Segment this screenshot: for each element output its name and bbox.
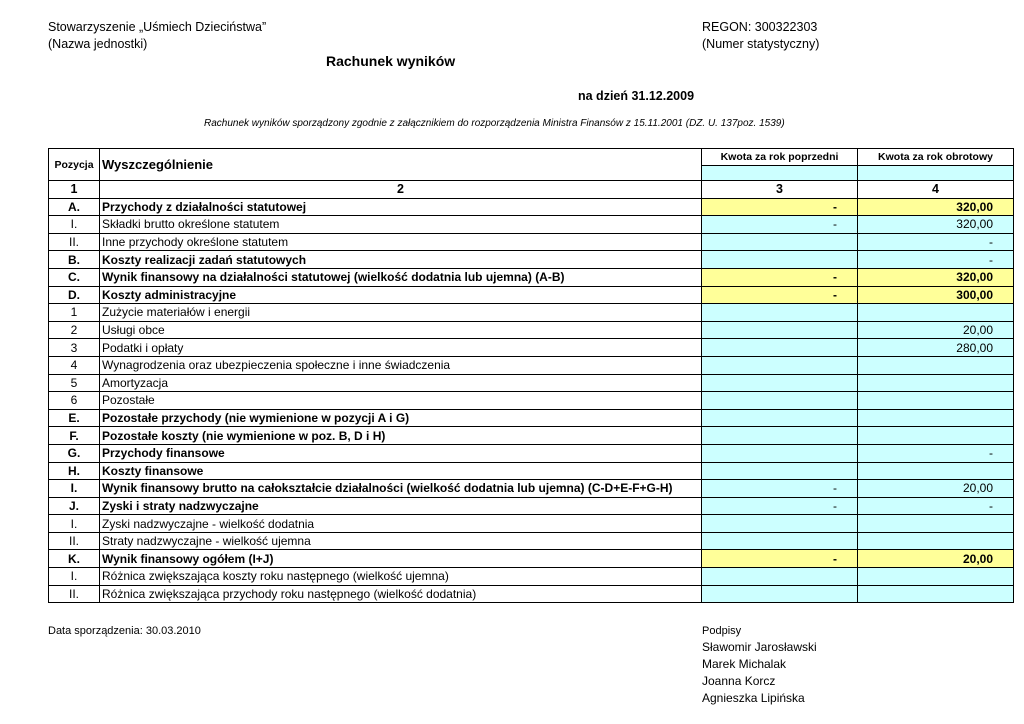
row-current-value: 320,00: [858, 268, 1014, 286]
page-title: Rachunek wyników: [326, 53, 456, 69]
row-current-value: -: [858, 444, 1014, 462]
column-number-4: 4: [858, 181, 1014, 199]
row-current-value: [858, 532, 1014, 550]
table-row: [49, 532, 1014, 550]
row-position: B.: [49, 251, 100, 269]
table-row: [49, 444, 1014, 462]
row-label: Zużycie materiałów i energii: [100, 304, 702, 322]
row-position: 3: [49, 339, 100, 357]
row-position: I.: [49, 480, 100, 498]
row-current-value: [858, 374, 1014, 392]
regon-number: REGON: 300322303: [702, 20, 818, 34]
row-label: Zyski i straty nadzwyczajne: [100, 497, 702, 515]
signatory: Marek Michalak: [702, 657, 787, 671]
row-current-value: 300,00: [858, 286, 1014, 304]
row-position: C.: [49, 268, 100, 286]
row-position: II.: [49, 532, 100, 550]
row-current-value: -: [858, 233, 1014, 251]
row-label: Składki brutto określone statutem: [100, 216, 702, 234]
legal-note: Rachunek wyników sporządzony zgodnie z załącznikiem do rozporządzenia Ministra Finansów z 15.11.2001 (DZ. U. 137poz. 1539): [204, 118, 785, 129]
row-current-value: 320,00: [858, 216, 1014, 234]
row-position: I.: [49, 515, 100, 533]
table-row: [49, 233, 1014, 251]
row-label: Amortyzacja: [100, 374, 702, 392]
row-previous-value: [702, 339, 858, 357]
header-current-year: Kwota za rok obrotowy: [858, 149, 1014, 166]
table-row: [49, 339, 1014, 357]
row-position: I.: [49, 568, 100, 586]
row-label: Koszty finansowe: [100, 462, 702, 480]
row-previous-value: -: [702, 550, 858, 568]
row-previous-value: -: [702, 216, 858, 234]
column-number-2: 2: [100, 181, 702, 199]
row-current-value: -: [858, 497, 1014, 515]
row-previous-value: [702, 321, 858, 339]
signatory: Joanna Korcz: [702, 674, 776, 688]
row-previous-value: [702, 374, 858, 392]
row-current-value: [858, 427, 1014, 445]
row-label: Wynik finansowy brutto na całokształcie działalności (wielkość dodatnia lub ujemna) (C-D+E-F+G-H): [100, 480, 702, 498]
row-label: Różnica zwiększająca przychody roku następnego (wielkość dodatnia): [100, 585, 702, 603]
table-row: [49, 497, 1014, 515]
regon-caption: (Numer statystyczny): [702, 37, 820, 51]
row-label: Koszty realizacji zadań statutowych: [100, 251, 702, 269]
row-position: F.: [49, 427, 100, 445]
table-row: [49, 356, 1014, 374]
signatory: Sławomir Jarosławski: [702, 640, 817, 654]
row-label: Wynagrodzenia oraz ubezpieczenia społeczne i inne świadczenia: [100, 356, 702, 374]
table-row: [49, 304, 1014, 322]
preparation-date: Data sporządzenia: 30.03.2010: [48, 625, 201, 637]
row-label: Straty nadzwyczajne - wielkość ujemna: [100, 532, 702, 550]
row-current-value: [858, 462, 1014, 480]
row-label: Pozostałe przychody (nie wymienione w pozycji A i G): [100, 409, 702, 427]
row-current-value: [858, 304, 1014, 322]
row-current-value: [858, 585, 1014, 603]
row-previous-value: [702, 568, 858, 586]
column-number-3: 3: [702, 181, 858, 199]
row-position: 5: [49, 374, 100, 392]
row-label: Wynik finansowy ogółem (I+J): [100, 550, 702, 568]
row-current-value: 20,00: [858, 550, 1014, 568]
row-previous-value: -: [702, 268, 858, 286]
row-previous-value: [702, 515, 858, 533]
table-row: [49, 462, 1014, 480]
column-number-1: 1: [49, 181, 100, 199]
table-row: [49, 392, 1014, 410]
row-label: Przychody z działalności statutowej: [100, 198, 702, 216]
row-previous-value: [702, 251, 858, 269]
row-previous-value: [702, 304, 858, 322]
header-position: Pozycja: [49, 149, 100, 181]
signatory: Agnieszka Lipińska: [702, 691, 805, 705]
row-current-value: [858, 356, 1014, 374]
table-row: [49, 374, 1014, 392]
table-row: [49, 321, 1014, 339]
row-current-value: -: [858, 251, 1014, 269]
row-previous-value: -: [702, 497, 858, 515]
row-current-value: [858, 568, 1014, 586]
row-previous-value: [702, 356, 858, 374]
row-previous-value: [702, 409, 858, 427]
row-position: 1: [49, 304, 100, 322]
header-current-fill: [858, 166, 1014, 181]
row-position: E.: [49, 409, 100, 427]
table-row: [49, 550, 1014, 568]
row-previous-value: [702, 532, 858, 550]
row-current-value: 320,00: [858, 198, 1014, 216]
table-row: [49, 198, 1014, 216]
table-row: [49, 515, 1014, 533]
row-position: II.: [49, 585, 100, 603]
table-row: [49, 427, 1014, 445]
row-previous-value: [702, 462, 858, 480]
row-position: H.: [49, 462, 100, 480]
row-previous-value: [702, 427, 858, 445]
row-previous-value: -: [702, 480, 858, 498]
organization-name: Stowarzyszenie „Uśmiech Dzieciństwa”: [48, 20, 267, 34]
organization-caption: (Nazwa jednostki): [48, 37, 148, 51]
table-row: [49, 409, 1014, 427]
row-label: Usługi obce: [100, 321, 702, 339]
row-position: II.: [49, 233, 100, 251]
row-previous-value: [702, 585, 858, 603]
table-row: [49, 480, 1014, 498]
row-position: A.: [49, 198, 100, 216]
row-current-value: 20,00: [858, 321, 1014, 339]
header-previous-year: Kwota za rok poprzedni: [702, 149, 858, 166]
row-position: J.: [49, 497, 100, 515]
row-current-value: [858, 392, 1014, 410]
row-label: Koszty administracyjne: [100, 286, 702, 304]
row-previous-value: -: [702, 286, 858, 304]
row-current-value: 280,00: [858, 339, 1014, 357]
row-label: Przychody finansowe: [100, 444, 702, 462]
row-position: I.: [49, 216, 100, 234]
row-position: D.: [49, 286, 100, 304]
row-position: 2: [49, 321, 100, 339]
row-label: Podatki i opłaty: [100, 339, 702, 357]
report-date: na dzień 31.12.2009: [578, 89, 695, 103]
row-position: G.: [49, 444, 100, 462]
row-position: K.: [49, 550, 100, 568]
row-position: 6: [49, 392, 100, 410]
income-statement-table: [48, 148, 1014, 603]
row-previous-value: [702, 392, 858, 410]
row-label: Inne przychody określone statutem: [100, 233, 702, 251]
row-label: Pozostałe: [100, 392, 702, 410]
row-previous-value: -: [702, 198, 858, 216]
row-label: Wynik finansowy na działalności statutowej (wielkość dodatnia lub ujemna) (A-B): [100, 268, 702, 286]
row-label: Pozostałe koszty (nie wymienione w poz. B, D i H): [100, 427, 702, 445]
row-previous-value: [702, 444, 858, 462]
row-current-value: 20,00: [858, 480, 1014, 498]
table-row: [49, 216, 1014, 234]
row-position: 4: [49, 356, 100, 374]
table-row: [49, 568, 1014, 586]
row-current-value: [858, 515, 1014, 533]
row-current-value: [858, 409, 1014, 427]
header-description: Wyszczególnienie: [100, 149, 702, 181]
signatures-label: Podpisy: [702, 625, 742, 637]
table-row: [49, 286, 1014, 304]
row-label: Zyski nadzwyczajne - wielkość dodatnia: [100, 515, 702, 533]
table-row: [49, 585, 1014, 603]
row-previous-value: [702, 233, 858, 251]
row-label: Różnica zwiększająca koszty roku następnego (wielkość ujemna): [100, 568, 702, 586]
table-row: [49, 268, 1014, 286]
table-row: [49, 251, 1014, 269]
header-previous-fill: [702, 166, 858, 181]
